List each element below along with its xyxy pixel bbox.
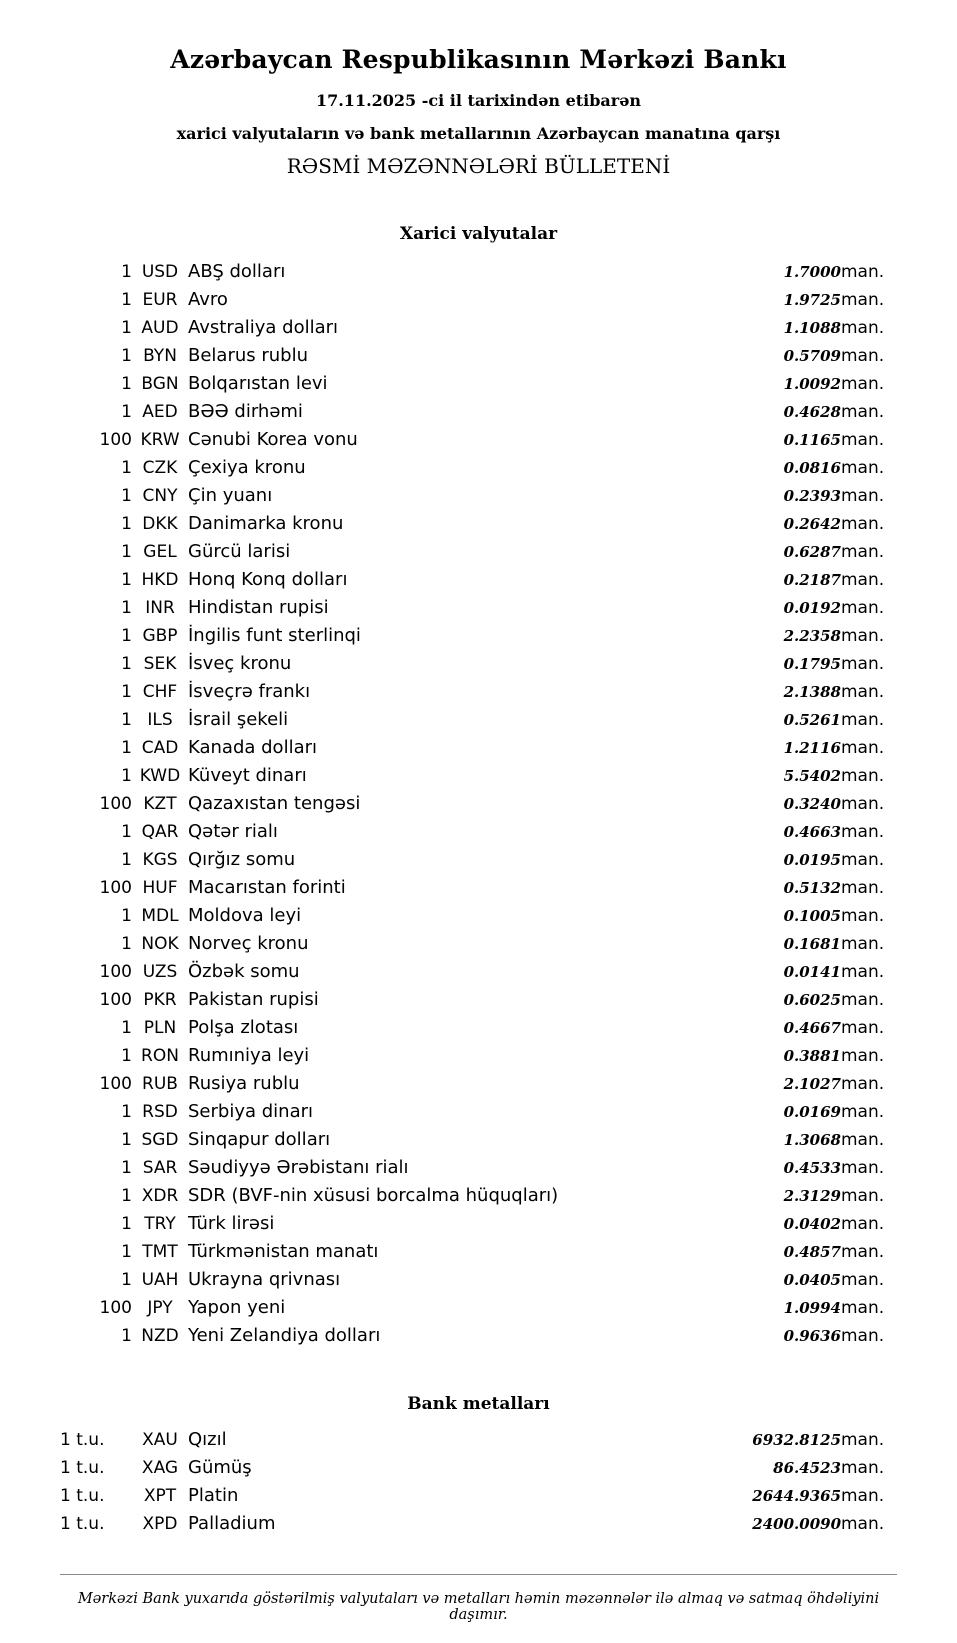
quantity: 1 <box>121 262 132 282</box>
rate-value: 6932.8125 <box>752 1431 841 1449</box>
quantity: 1 t.u. <box>60 1514 105 1534</box>
currency-code: XAU <box>142 1430 178 1450</box>
rate-value: 0.4663 <box>783 823 841 841</box>
rate-unit: man. <box>841 1486 885 1506</box>
quantity: 1 <box>121 514 132 534</box>
rate-unit: man. <box>841 626 885 646</box>
currency-row <box>60 874 897 902</box>
quantity: 1 <box>121 1186 132 1206</box>
rate-value: 0.9636 <box>783 1327 841 1345</box>
currency-code: GBP <box>142 626 178 646</box>
quantity: 100 <box>99 990 132 1010</box>
quantity: 1 <box>121 486 132 506</box>
currency-row <box>60 426 897 454</box>
currency-code: TRY <box>144 1214 176 1234</box>
currency-name: Serbiya dinarı <box>188 1101 313 1122</box>
currency-name: İsveçrə frankı <box>188 681 311 702</box>
currency-row <box>60 370 897 398</box>
currency-row <box>60 930 897 958</box>
currency-code: AUD <box>141 318 179 338</box>
quantity: 1 <box>121 402 132 422</box>
rate-unit: man. <box>841 1430 885 1450</box>
currency-name: Danimarka kronu <box>188 513 344 534</box>
currency-code: RUB <box>142 1074 178 1094</box>
currency-row <box>60 1322 897 1350</box>
currency-code: EUR <box>142 290 178 310</box>
currency-row <box>60 1210 897 1238</box>
quantity: 100 <box>99 962 132 982</box>
currency-name: Gümüş <box>188 1457 252 1478</box>
currency-name: Kanada dolları <box>188 737 318 758</box>
rate-unit: man. <box>841 542 885 562</box>
metal-row <box>60 1454 897 1482</box>
currency-code: KZT <box>143 794 177 814</box>
currency-row <box>60 986 897 1014</box>
currency-name: Belarus rublu <box>188 345 309 366</box>
currency-row <box>60 846 897 874</box>
rate-value: 1.2116 <box>783 739 841 757</box>
rate-value: 2.3129 <box>783 1187 841 1205</box>
currency-name: Çexiya kronu <box>188 457 306 478</box>
currency-name: Macarıstan forinti <box>188 877 346 898</box>
rate-value: 0.0169 <box>783 1103 841 1121</box>
rate-unit: man. <box>841 598 885 618</box>
rate-value: 0.2642 <box>783 515 841 533</box>
currency-name: Rumıniya leyi <box>188 1045 310 1066</box>
currency-name: İngilis funt sterlinqi <box>188 625 361 646</box>
quantity: 1 t.u. <box>60 1430 105 1450</box>
currency-name: Moldova leyi <box>188 905 302 926</box>
currency-name: Türk lirəsi <box>188 1213 275 1234</box>
rate-unit: man. <box>841 1018 885 1038</box>
currency-name: İsrail şekeli <box>188 709 289 730</box>
currency-name: Türkmənistan manatı <box>188 1241 379 1262</box>
rate-unit: man. <box>841 794 885 814</box>
quantity: 1 <box>121 906 132 926</box>
rate-unit: man. <box>841 654 885 674</box>
currency-code: QAR <box>141 822 179 842</box>
rate-unit: man. <box>841 290 885 310</box>
rate-unit: man. <box>841 710 885 730</box>
rate-value: 2.1388 <box>783 683 841 701</box>
currency-name: Norveç kronu <box>188 933 309 954</box>
currency-code: XPT <box>143 1486 177 1506</box>
currency-row <box>60 734 897 762</box>
rate-unit: man. <box>841 1326 885 1346</box>
quantity: 1 <box>121 850 132 870</box>
rate-unit: man. <box>841 850 885 870</box>
quantity: 1 <box>121 934 132 954</box>
rate-value: 0.3881 <box>783 1047 841 1065</box>
bank-title: Azərbaycan Respublikasının Mərkəzi Bankı <box>170 45 787 74</box>
currency-name: İsveç kronu <box>188 653 292 674</box>
rate-value: 5.5402 <box>783 767 841 785</box>
currency-code: SAR <box>142 1158 178 1178</box>
currency-row <box>60 678 897 706</box>
rate-value: 0.2393 <box>783 487 841 505</box>
document-header <box>60 45 897 178</box>
metal-row <box>60 1510 897 1538</box>
currency-name: Gürcü larisi <box>188 541 291 562</box>
quantity: 1 t.u. <box>60 1458 105 1478</box>
rate-unit: man. <box>841 766 885 786</box>
rate-unit: man. <box>841 486 885 506</box>
currency-code: HKD <box>141 570 179 590</box>
currencies-section-heading: Xarici valyutalar <box>399 224 558 244</box>
currency-rates-table <box>60 258 897 1350</box>
currency-code: KGS <box>142 850 178 870</box>
rate-unit: man. <box>841 1458 885 1478</box>
currency-name: Özbək somu <box>188 961 300 982</box>
rate-value: 0.5709 <box>783 347 841 365</box>
quantity: 1 <box>121 374 132 394</box>
currency-code: KWD <box>139 766 181 786</box>
quantity: 1 <box>121 1102 132 1122</box>
rate-value: 1.3068 <box>783 1131 841 1149</box>
quantity: 1 <box>121 766 132 786</box>
currency-name: Çin yuanı <box>188 485 273 506</box>
currency-row <box>60 902 897 930</box>
metals-section-heading: Bank metalları <box>407 1394 550 1414</box>
currency-row <box>60 510 897 538</box>
currency-name: Avro <box>188 289 228 310</box>
currency-row <box>60 1042 897 1070</box>
quantity: 1 <box>121 318 132 338</box>
rate-value: 1.7000 <box>783 263 841 281</box>
currency-row <box>60 258 897 286</box>
currency-code: GEL <box>143 542 177 562</box>
currency-code: INR <box>145 598 175 618</box>
rate-value: 2400.0090 <box>752 1515 841 1533</box>
currency-code: XDR <box>141 1186 179 1206</box>
currency-row <box>60 482 897 510</box>
quantity: 100 <box>99 1298 132 1318</box>
rate-value: 0.0816 <box>783 459 841 477</box>
rate-value: 2.2358 <box>783 627 841 645</box>
quantity: 1 <box>121 346 132 366</box>
currency-name: Avstraliya dolları <box>188 317 339 338</box>
currency-row <box>60 1070 897 1098</box>
currency-row <box>60 566 897 594</box>
currency-code: XAG <box>141 1458 179 1478</box>
rate-value: 0.1795 <box>783 655 841 673</box>
rate-unit: man. <box>841 1514 885 1534</box>
currency-code: PKR <box>143 990 177 1010</box>
rate-unit: man. <box>841 822 885 842</box>
currency-row <box>60 1238 897 1266</box>
quantity: 1 <box>121 738 132 758</box>
currency-name: Yeni Zelandiya dolları <box>188 1325 381 1346</box>
currency-name: Qazaxıstan tengəsi <box>188 793 361 814</box>
effective-date-line: 17.11.2025 -ci il tarixindən etibarən <box>315 91 642 110</box>
currency-code: AED <box>142 402 178 422</box>
rate-value: 0.5261 <box>783 711 841 729</box>
rate-unit: man. <box>841 570 885 590</box>
currency-row <box>60 1014 897 1042</box>
rate-value: 0.1681 <box>783 935 841 953</box>
currency-name: Pakistan rupisi <box>188 989 319 1010</box>
currency-row <box>60 1126 897 1154</box>
rate-value: 1.0994 <box>783 1299 841 1317</box>
footer-note: Mərkəzi Bank yuxarıda göstərilmiş valyutaları və metalları həmin məzənnələr ilə almaq və satmaq öhdəliyini daşımır. <box>60 1574 897 1623</box>
rate-value: 0.0405 <box>783 1271 841 1289</box>
rate-value: 0.4628 <box>783 403 841 421</box>
rate-value: 0.0195 <box>783 851 841 869</box>
rate-value: 1.0092 <box>783 375 841 393</box>
currency-code: USD <box>141 262 179 282</box>
rate-unit: man. <box>841 1242 885 1262</box>
currency-code: KRW <box>140 430 180 450</box>
rate-value: 0.4533 <box>783 1159 841 1177</box>
currency-code: CHF <box>142 682 178 702</box>
currency-row <box>60 706 897 734</box>
quantity: 100 <box>99 1074 132 1094</box>
quantity: 100 <box>99 878 132 898</box>
rate-value: 0.5132 <box>783 879 841 897</box>
rate-unit: man. <box>841 738 885 758</box>
rate-unit: man. <box>841 1270 885 1290</box>
currency-row <box>60 650 897 678</box>
currency-row <box>60 958 897 986</box>
rate-value: 0.0192 <box>783 599 841 617</box>
rate-value: 0.0402 <box>783 1215 841 1233</box>
currency-code: BYN <box>143 346 177 366</box>
quantity: 1 <box>121 626 132 646</box>
currency-code: HUF <box>142 878 178 898</box>
rate-unit: man. <box>841 878 885 898</box>
rate-value: 0.4857 <box>783 1243 841 1261</box>
currency-name: Səudiyyə Ərəbistanı rialı <box>188 1157 409 1178</box>
currency-code: RSD <box>142 1102 178 1122</box>
currency-code: UAH <box>141 1270 179 1290</box>
currency-row <box>60 342 897 370</box>
currency-code: PLN <box>143 1018 177 1038</box>
rate-value: 2.1027 <box>783 1075 841 1093</box>
currency-rows-body <box>60 258 897 1350</box>
rate-unit: man. <box>841 1158 885 1178</box>
currency-row <box>60 398 897 426</box>
rate-value: 0.1005 <box>783 907 841 925</box>
rate-unit: man. <box>841 346 885 366</box>
currency-name: Rusiya rublu <box>188 1073 300 1094</box>
currency-row <box>60 1098 897 1126</box>
currency-name: Polşa zlotası <box>188 1017 299 1038</box>
quantity: 1 <box>121 1326 132 1346</box>
currency-name: Hindistan rupisi <box>188 597 329 618</box>
currency-code: CNY <box>142 486 178 506</box>
currency-code: SEK <box>143 654 177 674</box>
rate-value: 0.3240 <box>783 795 841 813</box>
rate-value: 1.1088 <box>783 319 841 337</box>
currency-code: ILS <box>147 710 173 730</box>
metal-row <box>60 1482 897 1510</box>
currency-row <box>60 286 897 314</box>
currency-row <box>60 1182 897 1210</box>
rate-unit: man. <box>841 906 885 926</box>
rate-value: 86.4523 <box>773 1459 841 1477</box>
rate-unit: man. <box>841 1074 885 1094</box>
metal-rows-body <box>60 1426 897 1538</box>
rate-unit: man. <box>841 682 885 702</box>
currency-row <box>60 1154 897 1182</box>
rate-value: 0.2187 <box>783 571 841 589</box>
currency-code: MDL <box>141 906 179 926</box>
currency-name: Küveyt dinarı <box>188 765 307 786</box>
rate-unit: man. <box>841 962 885 982</box>
rate-value: 0.1165 <box>783 431 841 449</box>
metal-row <box>60 1426 897 1454</box>
quantity: 1 <box>121 654 132 674</box>
currency-code: XPD <box>142 1514 178 1534</box>
rate-unit: man. <box>841 458 885 478</box>
currency-row <box>60 454 897 482</box>
rate-unit: man. <box>841 1102 885 1122</box>
rate-unit: man. <box>841 990 885 1010</box>
rate-value: 2644.9365 <box>752 1487 841 1505</box>
currency-code: RON <box>141 1046 179 1066</box>
rate-value: 0.4667 <box>783 1019 841 1037</box>
rate-unit: man. <box>841 1130 885 1150</box>
currency-row <box>60 594 897 622</box>
quantity: 1 <box>121 1130 132 1150</box>
rate-unit: man. <box>841 430 885 450</box>
currency-name: SDR (BVF-nin xüsusi borcalma hüquqları) <box>188 1185 559 1206</box>
currency-code: UZS <box>142 962 178 982</box>
rate-value: 0.6025 <box>783 991 841 1009</box>
currency-name: Qızıl <box>188 1429 227 1450</box>
currency-name: Yapon yeni <box>188 1297 286 1318</box>
currency-row <box>60 790 897 818</box>
quantity: 1 <box>121 822 132 842</box>
quantity: 1 <box>121 710 132 730</box>
currency-row <box>60 762 897 790</box>
quantity: 1 <box>121 458 132 478</box>
currency-row <box>60 622 897 650</box>
rate-unit: man. <box>841 374 885 394</box>
currency-name: Qırğız somu <box>188 849 296 870</box>
quantity: 1 <box>121 1214 132 1234</box>
currency-code: BGN <box>141 374 179 394</box>
rate-unit: man. <box>841 1298 885 1318</box>
quantity: 1 <box>121 290 132 310</box>
rate-value: 0.0141 <box>783 963 841 981</box>
currency-code: TMT <box>142 1242 178 1262</box>
rate-unit: man. <box>841 262 885 282</box>
quantity: 100 <box>99 794 132 814</box>
currency-code: DKK <box>142 514 178 534</box>
rate-unit: man. <box>841 514 885 534</box>
currency-row <box>60 538 897 566</box>
rate-unit: man. <box>841 934 885 954</box>
currency-name: Qətər rialı <box>188 821 278 842</box>
currency-name: Sinqapur dolları <box>188 1129 331 1150</box>
rate-unit: man. <box>841 318 885 338</box>
quantity: 1 <box>121 1046 132 1066</box>
currency-name: Cənubi Korea vonu <box>188 429 358 450</box>
currency-code: NZD <box>141 1326 179 1346</box>
quantity: 1 <box>121 570 132 590</box>
currency-name: BƏƏ dirhəmi <box>188 401 303 422</box>
currency-name: Bolqarıstan levi <box>188 373 328 394</box>
metal-rates-table <box>60 1426 897 1538</box>
quantity: 1 <box>121 598 132 618</box>
currency-name: Ukrayna qrivnası <box>188 1269 341 1290</box>
currency-name: Honq Konq dolları <box>188 569 348 590</box>
rate-unit: man. <box>841 1046 885 1066</box>
bulletin-title: RƏSMİ MƏZƏNNƏLƏRİ BÜLLETENİ <box>286 154 671 178</box>
document-subtitle: xarici valyutaların və bank metallarının Azərbaycan manatına qarşı <box>176 124 781 143</box>
currency-row <box>60 818 897 846</box>
currency-row <box>60 1294 897 1322</box>
rate-value: 0.6287 <box>783 543 841 561</box>
currency-row <box>60 1266 897 1294</box>
quantity: 1 <box>121 1158 132 1178</box>
currency-name: Platin <box>188 1485 239 1506</box>
quantity: 1 <box>121 1018 132 1038</box>
rate-unit: man. <box>841 1186 885 1206</box>
currency-row <box>60 314 897 342</box>
quantity: 1 t.u. <box>60 1486 105 1506</box>
rate-unit: man. <box>841 1214 885 1234</box>
currency-code: CZK <box>142 458 178 478</box>
quantity: 1 <box>121 682 132 702</box>
rate-value: 1.9725 <box>783 291 841 309</box>
currency-code: JPY <box>147 1298 173 1318</box>
currency-code: CAD <box>141 738 179 758</box>
currency-name: ABŞ dolları <box>188 261 286 282</box>
quantity: 1 <box>121 542 132 562</box>
currency-code: NOK <box>141 934 179 954</box>
currency-code: SGD <box>141 1130 179 1150</box>
rate-unit: man. <box>841 402 885 422</box>
quantity: 100 <box>99 430 132 450</box>
quantity: 1 <box>121 1242 132 1262</box>
currency-name: Palladium <box>188 1513 276 1534</box>
quantity: 1 <box>121 1270 132 1290</box>
